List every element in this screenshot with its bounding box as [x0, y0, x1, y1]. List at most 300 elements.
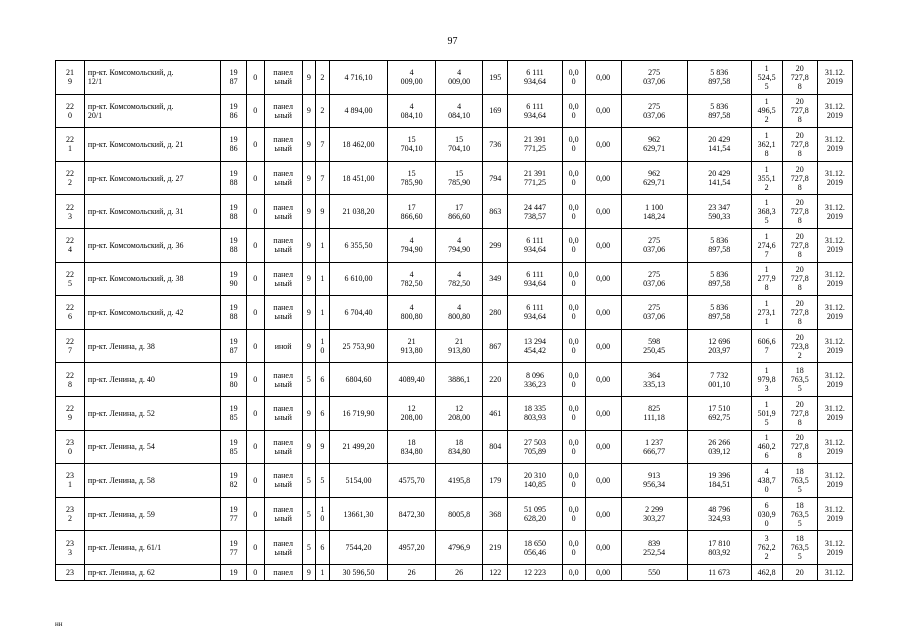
- cost-part-2-cell: 23 347 590,33: [687, 195, 751, 229]
- total-area-cell: 6 704,40: [329, 296, 388, 330]
- row-number-cell: 22 6: [56, 296, 85, 330]
- unit-cost-cell: 606,6 7: [751, 329, 782, 363]
- row-number-cell: 23 3: [56, 531, 85, 565]
- zero-value-cell: 0,0 0: [562, 161, 585, 195]
- cost-part-1-cell: 1 237 666,77: [621, 430, 687, 464]
- address-cell: пр-кт. Ленина, д. 58: [84, 464, 220, 498]
- row-number-cell: 22 8: [56, 363, 85, 397]
- cost-part-1-cell: 364 335,13: [621, 363, 687, 397]
- total-cost-cell: 21 391 771,25: [508, 161, 563, 195]
- entrances-cell: 6: [316, 396, 329, 430]
- unit-cost-cell: 1 501,9 5: [751, 396, 782, 430]
- build-year-cell: 19 88: [221, 296, 247, 330]
- funds-cell: 0,00: [585, 564, 621, 580]
- cost-part-2-cell: 17 810 803,92: [687, 531, 751, 565]
- residents-cell: 794: [483, 161, 508, 195]
- entrances-cell: 1 0: [316, 497, 329, 531]
- unit-cost-cell: 4 438,7 0: [751, 464, 782, 498]
- wall-material-cell: панел ьный: [264, 430, 302, 464]
- footer-mark: нн: [55, 620, 63, 628]
- total-cost-cell: 8 096 336,23: [508, 363, 563, 397]
- build-year-cell: 19 82: [221, 464, 247, 498]
- deadline-cell: 31.12. 2019: [817, 94, 852, 128]
- funds-cell: 0,00: [585, 296, 621, 330]
- zero-value-cell: 0,0 0: [562, 329, 585, 363]
- zero-cell: 0: [246, 430, 264, 464]
- residents-cell: 195: [483, 61, 508, 95]
- floors-cell: 9: [302, 94, 315, 128]
- wall-material-cell: панел ьный: [264, 94, 302, 128]
- cost-part-2-cell: 17 510 692,75: [687, 396, 751, 430]
- table-row: [56, 128, 853, 162]
- entrances-cell: 1: [316, 564, 329, 580]
- cost-part-2-cell: 5 836 897,58: [687, 94, 751, 128]
- living-area-2-cell: 4 009,00: [435, 61, 482, 95]
- funds-cell: 0,00: [585, 531, 621, 565]
- cost-part-1-cell: 825 111,18: [621, 396, 687, 430]
- floors-cell: 9: [302, 430, 315, 464]
- living-area-cell: 15 785,90: [388, 161, 435, 195]
- floors-cell: 9: [302, 262, 315, 296]
- unit-cost-cell: 1 355,1 2: [751, 161, 782, 195]
- living-area-cell: 4 009,00: [388, 61, 435, 95]
- total-cost-cell: 24 447 738,57: [508, 195, 563, 229]
- funds-cell: 0,00: [585, 262, 621, 296]
- cost-part-1-cell: 275 037,06: [621, 228, 687, 262]
- funds-cell: 0,00: [585, 497, 621, 531]
- build-year-cell: 19 90: [221, 262, 247, 296]
- living-area-cell: 8472,30: [388, 497, 435, 531]
- total-area-cell: 5154,00: [329, 464, 388, 498]
- row-number-cell: 22 2: [56, 161, 85, 195]
- row-number-cell: 22 3: [56, 195, 85, 229]
- zero-cell: 0: [246, 396, 264, 430]
- living-area-2-cell: 4 782,50: [435, 262, 482, 296]
- table-row: [56, 94, 853, 128]
- entrances-cell: 2: [316, 94, 329, 128]
- zero-value-cell: 0,0 0: [562, 464, 585, 498]
- deadline-cell: 31.12. 2019: [817, 430, 852, 464]
- living-area-cell: 15 704,10: [388, 128, 435, 162]
- entrances-cell: 2: [316, 61, 329, 95]
- zero-value-cell: 0,0 0: [562, 61, 585, 95]
- living-area-cell: 18 834,80: [388, 430, 435, 464]
- deadline-cell: 31.12. 2019: [817, 128, 852, 162]
- residents-cell: 280: [483, 296, 508, 330]
- build-year-cell: 19: [221, 564, 247, 580]
- total-area-cell: 30 596,50: [329, 564, 388, 580]
- funds-cell: 0,00: [585, 94, 621, 128]
- cost-part-2-cell: 48 796 324,93: [687, 497, 751, 531]
- cost-part-2-cell: 19 396 184,51: [687, 464, 751, 498]
- living-area-cell: 4089,40: [388, 363, 435, 397]
- unit-cost-cell: 1 368,3 5: [751, 195, 782, 229]
- zero-cell: 0: [246, 161, 264, 195]
- address-cell: пр-кт. Комсомольский, д. 20/1: [84, 94, 220, 128]
- residents-cell: 804: [483, 430, 508, 464]
- cost-part-2-cell: 5 836 897,58: [687, 228, 751, 262]
- living-area-2-cell: 8005,8: [435, 497, 482, 531]
- living-area-cell: 26: [388, 564, 435, 580]
- living-area-cell: 4 782,50: [388, 262, 435, 296]
- cost-part-2-cell: 20 429 141,54: [687, 128, 751, 162]
- residents-cell: 736: [483, 128, 508, 162]
- residents-cell: 122: [483, 564, 508, 580]
- funds-cell: 0,00: [585, 464, 621, 498]
- wall-material-cell: панел: [264, 564, 302, 580]
- residents-cell: 368: [483, 497, 508, 531]
- total-cost-cell: 18 650 056,46: [508, 531, 563, 565]
- cost-part-1-cell: 275 037,06: [621, 61, 687, 95]
- cost-part-1-cell: 2 299 303,27: [621, 497, 687, 531]
- entrances-cell: 1: [316, 262, 329, 296]
- total-cost-cell: 6 111 934,64: [508, 94, 563, 128]
- total-area-cell: 25 753,90: [329, 329, 388, 363]
- residents-cell: 863: [483, 195, 508, 229]
- unit-cost-cell: 1 274,6 7: [751, 228, 782, 262]
- residents-cell: 299: [483, 228, 508, 262]
- total-area-cell: 16 719,90: [329, 396, 388, 430]
- floors-cell: 5: [302, 531, 315, 565]
- floors-cell: 5: [302, 497, 315, 531]
- cost-part-2-cell: 5 836 897,58: [687, 296, 751, 330]
- table-row: [56, 262, 853, 296]
- wall-material-cell: панел ьный: [264, 61, 302, 95]
- total-cost-cell: 18 335 803,93: [508, 396, 563, 430]
- table-row: [56, 564, 853, 580]
- table-row: [56, 61, 853, 95]
- build-year-cell: 19 87: [221, 61, 247, 95]
- living-area-2-cell: 4 800,80: [435, 296, 482, 330]
- page-number: 97: [447, 36, 458, 47]
- residents-cell: 179: [483, 464, 508, 498]
- entrances-cell: 9: [316, 195, 329, 229]
- row-number-cell: 23: [56, 564, 85, 580]
- wall-material-cell: панел ьный: [264, 531, 302, 565]
- total-area-cell: 13661,30: [329, 497, 388, 531]
- funds-cell: 0,00: [585, 161, 621, 195]
- zero-value-cell: 0,0 0: [562, 296, 585, 330]
- entrances-cell: 1: [316, 296, 329, 330]
- wall-material-cell: панел ьный: [264, 363, 302, 397]
- table-row: [56, 430, 853, 464]
- deadline-cell: 31.12. 2019: [817, 531, 852, 565]
- cost-part-2-cell: 12 696 203,97: [687, 329, 751, 363]
- unit-limit-cell: 20 727,8 8: [782, 94, 817, 128]
- deadline-cell: 31.12. 2019: [817, 363, 852, 397]
- table-row: [56, 161, 853, 195]
- residents-cell: 461: [483, 396, 508, 430]
- unit-limit-cell: 18 763,5 5: [782, 464, 817, 498]
- living-area-2-cell: 4796,9: [435, 531, 482, 565]
- floors-cell: 9: [302, 396, 315, 430]
- table-row: [56, 396, 853, 430]
- entrances-cell: 9: [316, 430, 329, 464]
- floors-cell: 5: [302, 464, 315, 498]
- floors-cell: 9: [302, 195, 315, 229]
- cost-part-1-cell: 550: [621, 564, 687, 580]
- unit-cost-cell: 3 762,2 2: [751, 531, 782, 565]
- deadline-cell: 31.12. 2019: [817, 329, 852, 363]
- zero-cell: 0: [246, 564, 264, 580]
- floors-cell: 9: [302, 296, 315, 330]
- wall-material-cell: панел ьный: [264, 161, 302, 195]
- living-area-2-cell: 15 785,90: [435, 161, 482, 195]
- total-area-cell: 18 451,00: [329, 161, 388, 195]
- unit-cost-cell: 1 524,5 5: [751, 61, 782, 95]
- wall-material-cell: панел ьный: [264, 464, 302, 498]
- total-area-cell: 21 499,20: [329, 430, 388, 464]
- cost-part-1-cell: 598 250,45: [621, 329, 687, 363]
- funds-cell: 0,00: [585, 195, 621, 229]
- table-row: [56, 195, 853, 229]
- unit-limit-cell: 20 727,8 8: [782, 296, 817, 330]
- unit-limit-cell: 20 727,8 8: [782, 396, 817, 430]
- entrances-cell: 7: [316, 128, 329, 162]
- cost-part-2-cell: 7 732 001,10: [687, 363, 751, 397]
- total-cost-cell: 20 310 140,85: [508, 464, 563, 498]
- unit-limit-cell: 20 727,8 8: [782, 61, 817, 95]
- address-cell: пр-кт. Комсомольский, д. 38: [84, 262, 220, 296]
- unit-cost-cell: 1 362,1 8: [751, 128, 782, 162]
- floors-cell: 9: [302, 329, 315, 363]
- zero-cell: 0: [246, 363, 264, 397]
- address-cell: пр-кт. Комсомольский, д. 12/1: [84, 61, 220, 95]
- build-year-cell: 19 86: [221, 94, 247, 128]
- floors-cell: 9: [302, 564, 315, 580]
- unit-limit-cell: 20 727,8 8: [782, 128, 817, 162]
- table-row: [56, 228, 853, 262]
- funds-cell: 0,00: [585, 61, 621, 95]
- row-number-cell: 23 1: [56, 464, 85, 498]
- unit-limit-cell: 20 727,8 8: [782, 430, 817, 464]
- total-cost-cell: 6 111 934,64: [508, 228, 563, 262]
- zero-cell: 0: [246, 262, 264, 296]
- cost-part-1-cell: 275 037,06: [621, 94, 687, 128]
- unit-cost-cell: 1 496,5 2: [751, 94, 782, 128]
- unit-limit-cell: 20 723,8 2: [782, 329, 817, 363]
- zero-value-cell: 0,0 0: [562, 262, 585, 296]
- address-cell: пр-кт. Ленина, д. 61/1: [84, 531, 220, 565]
- funds-cell: 0,00: [585, 396, 621, 430]
- address-cell: пр-кт. Ленина, д. 52: [84, 396, 220, 430]
- floors-cell: 9: [302, 228, 315, 262]
- address-cell: пр-кт. Комсомольский, д. 36: [84, 228, 220, 262]
- row-number-cell: 22 7: [56, 329, 85, 363]
- cost-part-1-cell: 275 037,06: [621, 262, 687, 296]
- zero-cell: 0: [246, 497, 264, 531]
- floors-cell: 9: [302, 61, 315, 95]
- unit-limit-cell: 18 763,5 5: [782, 363, 817, 397]
- living-area-2-cell: 17 866,60: [435, 195, 482, 229]
- deadline-cell: 31.12. 2019: [817, 464, 852, 498]
- unit-limit-cell: 20 727,8 8: [782, 262, 817, 296]
- zero-value-cell: 0,0 0: [562, 531, 585, 565]
- deadline-cell: 31.12. 2019: [817, 61, 852, 95]
- row-number-cell: 22 5: [56, 262, 85, 296]
- cost-part-1-cell: 962 629,71: [621, 161, 687, 195]
- entrances-cell: 1 0: [316, 329, 329, 363]
- row-number-cell: 23 2: [56, 497, 85, 531]
- living-area-cell: 21 913,80: [388, 329, 435, 363]
- zero-value-cell: 0,0 0: [562, 430, 585, 464]
- housing-registry-table: [55, 60, 853, 581]
- cost-part-2-cell: 26 266 039,12: [687, 430, 751, 464]
- unit-cost-cell: 462,8: [751, 564, 782, 580]
- unit-cost-cell: 1 277,9 8: [751, 262, 782, 296]
- living-area-2-cell: 3886,1: [435, 363, 482, 397]
- total-area-cell: 6 610,00: [329, 262, 388, 296]
- living-area-cell: 17 866,60: [388, 195, 435, 229]
- zero-cell: 0: [246, 464, 264, 498]
- address-cell: пр-кт. Комсомольский, д. 21: [84, 128, 220, 162]
- deadline-cell: 31.12. 2019: [817, 396, 852, 430]
- zero-value-cell: 0,0: [562, 564, 585, 580]
- total-cost-cell: 6 111 934,64: [508, 262, 563, 296]
- living-area-2-cell: 21 913,80: [435, 329, 482, 363]
- unit-limit-cell: 20: [782, 564, 817, 580]
- cost-part-1-cell: 962 629,71: [621, 128, 687, 162]
- deadline-cell: 31.12. 2019: [817, 296, 852, 330]
- entrances-cell: 7: [316, 161, 329, 195]
- deadline-cell: 31.12. 2019: [817, 497, 852, 531]
- zero-value-cell: 0,0 0: [562, 497, 585, 531]
- zero-value-cell: 0,0 0: [562, 363, 585, 397]
- total-area-cell: 7544,20: [329, 531, 388, 565]
- cost-part-1-cell: 1 100 148,24: [621, 195, 687, 229]
- zero-value-cell: 0,0 0: [562, 94, 585, 128]
- floors-cell: 5: [302, 363, 315, 397]
- row-number-cell: 21 9: [56, 61, 85, 95]
- address-cell: пр-кт. Комсомольский, д. 27: [84, 161, 220, 195]
- unit-cost-cell: 1 273,1 1: [751, 296, 782, 330]
- wall-material-cell: панел ьный: [264, 262, 302, 296]
- living-area-cell: 12 208,00: [388, 396, 435, 430]
- unit-cost-cell: 1 979,8 3: [751, 363, 782, 397]
- entrances-cell: 6: [316, 363, 329, 397]
- build-year-cell: 19 85: [221, 396, 247, 430]
- total-cost-cell: 6 111 934,64: [508, 296, 563, 330]
- deadline-cell: 31.12. 2019: [817, 262, 852, 296]
- wall-material-cell: панел ьный: [264, 195, 302, 229]
- funds-cell: 0,00: [585, 228, 621, 262]
- build-year-cell: 19 85: [221, 430, 247, 464]
- living-area-2-cell: 15 704,10: [435, 128, 482, 162]
- residents-cell: 169: [483, 94, 508, 128]
- cost-part-1-cell: 913 956,34: [621, 464, 687, 498]
- funds-cell: 0,00: [585, 430, 621, 464]
- zero-cell: 0: [246, 195, 264, 229]
- cost-part-2-cell: 20 429 141,54: [687, 161, 751, 195]
- table-row: [56, 497, 853, 531]
- zero-value-cell: 0,0 0: [562, 195, 585, 229]
- living-area-cell: 4 794,90: [388, 228, 435, 262]
- entrances-cell: 6: [316, 531, 329, 565]
- address-cell: пр-кт. Ленина, д. 54: [84, 430, 220, 464]
- wall-material-cell: панел ьный: [264, 497, 302, 531]
- funds-cell: 0,00: [585, 363, 621, 397]
- living-area-2-cell: 4 794,90: [435, 228, 482, 262]
- cost-part-2-cell: 11 673: [687, 564, 751, 580]
- address-cell: пр-кт. Комсомольский, д. 42: [84, 296, 220, 330]
- zero-cell: 0: [246, 329, 264, 363]
- total-area-cell: 4 716,10: [329, 61, 388, 95]
- deadline-cell: 31.12. 2019: [817, 228, 852, 262]
- wall-material-cell: панел ьный: [264, 396, 302, 430]
- total-area-cell: 21 038,20: [329, 195, 388, 229]
- table-row: [56, 531, 853, 565]
- address-cell: пр-кт. Комсомольский, д. 31: [84, 195, 220, 229]
- deadline-cell: 31.12. 2019: [817, 161, 852, 195]
- unit-limit-cell: 20 727,8 8: [782, 228, 817, 262]
- living-area-2-cell: 12 208,00: [435, 396, 482, 430]
- total-cost-cell: 13 294 454,42: [508, 329, 563, 363]
- table-row: [56, 296, 853, 330]
- living-area-2-cell: 4 084,10: [435, 94, 482, 128]
- zero-value-cell: 0,0 0: [562, 396, 585, 430]
- build-year-cell: 19 88: [221, 195, 247, 229]
- row-number-cell: 23 0: [56, 430, 85, 464]
- address-cell: пр-кт. Ленина, д. 40: [84, 363, 220, 397]
- living-area-2-cell: 26: [435, 564, 482, 580]
- total-cost-cell: 51 095 628,20: [508, 497, 563, 531]
- zero-value-cell: 0,0 0: [562, 128, 585, 162]
- total-area-cell: 18 462,00: [329, 128, 388, 162]
- table-body: [56, 61, 853, 581]
- total-cost-cell: 27 503 705,89: [508, 430, 563, 464]
- address-cell: пр-кт. Ленина, д. 62: [84, 564, 220, 580]
- unit-limit-cell: 18 763,5 5: [782, 531, 817, 565]
- zero-cell: 0: [246, 228, 264, 262]
- build-year-cell: 19 77: [221, 497, 247, 531]
- total-cost-cell: 12 223: [508, 564, 563, 580]
- funds-cell: 0,00: [585, 128, 621, 162]
- zero-cell: 0: [246, 128, 264, 162]
- living-area-2-cell: 4195,8: [435, 464, 482, 498]
- zero-value-cell: 0,0 0: [562, 228, 585, 262]
- zero-cell: 0: [246, 61, 264, 95]
- total-cost-cell: 6 111 934,64: [508, 61, 563, 95]
- wall-material-cell: иной: [264, 329, 302, 363]
- residents-cell: 349: [483, 262, 508, 296]
- living-area-cell: 4957,20: [388, 531, 435, 565]
- address-cell: пр-кт. Ленина, д. 59: [84, 497, 220, 531]
- deadline-cell: 31.12. 2019: [817, 195, 852, 229]
- build-year-cell: 19 86: [221, 128, 247, 162]
- cost-part-1-cell: 275 037,06: [621, 296, 687, 330]
- living-area-cell: 4 800,80: [388, 296, 435, 330]
- table-row: [56, 329, 853, 363]
- floors-cell: 9: [302, 128, 315, 162]
- unit-cost-cell: 6 030,9 0: [751, 497, 782, 531]
- total-area-cell: 6804,60: [329, 363, 388, 397]
- total-cost-cell: 21 391 771,25: [508, 128, 563, 162]
- total-area-cell: 4 894,00: [329, 94, 388, 128]
- address-cell: пр-кт. Ленина, д. 38: [84, 329, 220, 363]
- build-year-cell: 19 80: [221, 363, 247, 397]
- residents-cell: 867: [483, 329, 508, 363]
- row-number-cell: 22 9: [56, 396, 85, 430]
- build-year-cell: 19 87: [221, 329, 247, 363]
- row-number-cell: 22 0: [56, 94, 85, 128]
- unit-limit-cell: 20 727,8 8: [782, 161, 817, 195]
- table-row: [56, 363, 853, 397]
- wall-material-cell: панел ьный: [264, 128, 302, 162]
- deadline-cell: 31.12.: [817, 564, 852, 580]
- cost-part-1-cell: 839 252,54: [621, 531, 687, 565]
- unit-cost-cell: 1 460,2 6: [751, 430, 782, 464]
- living-area-2-cell: 18 834,80: [435, 430, 482, 464]
